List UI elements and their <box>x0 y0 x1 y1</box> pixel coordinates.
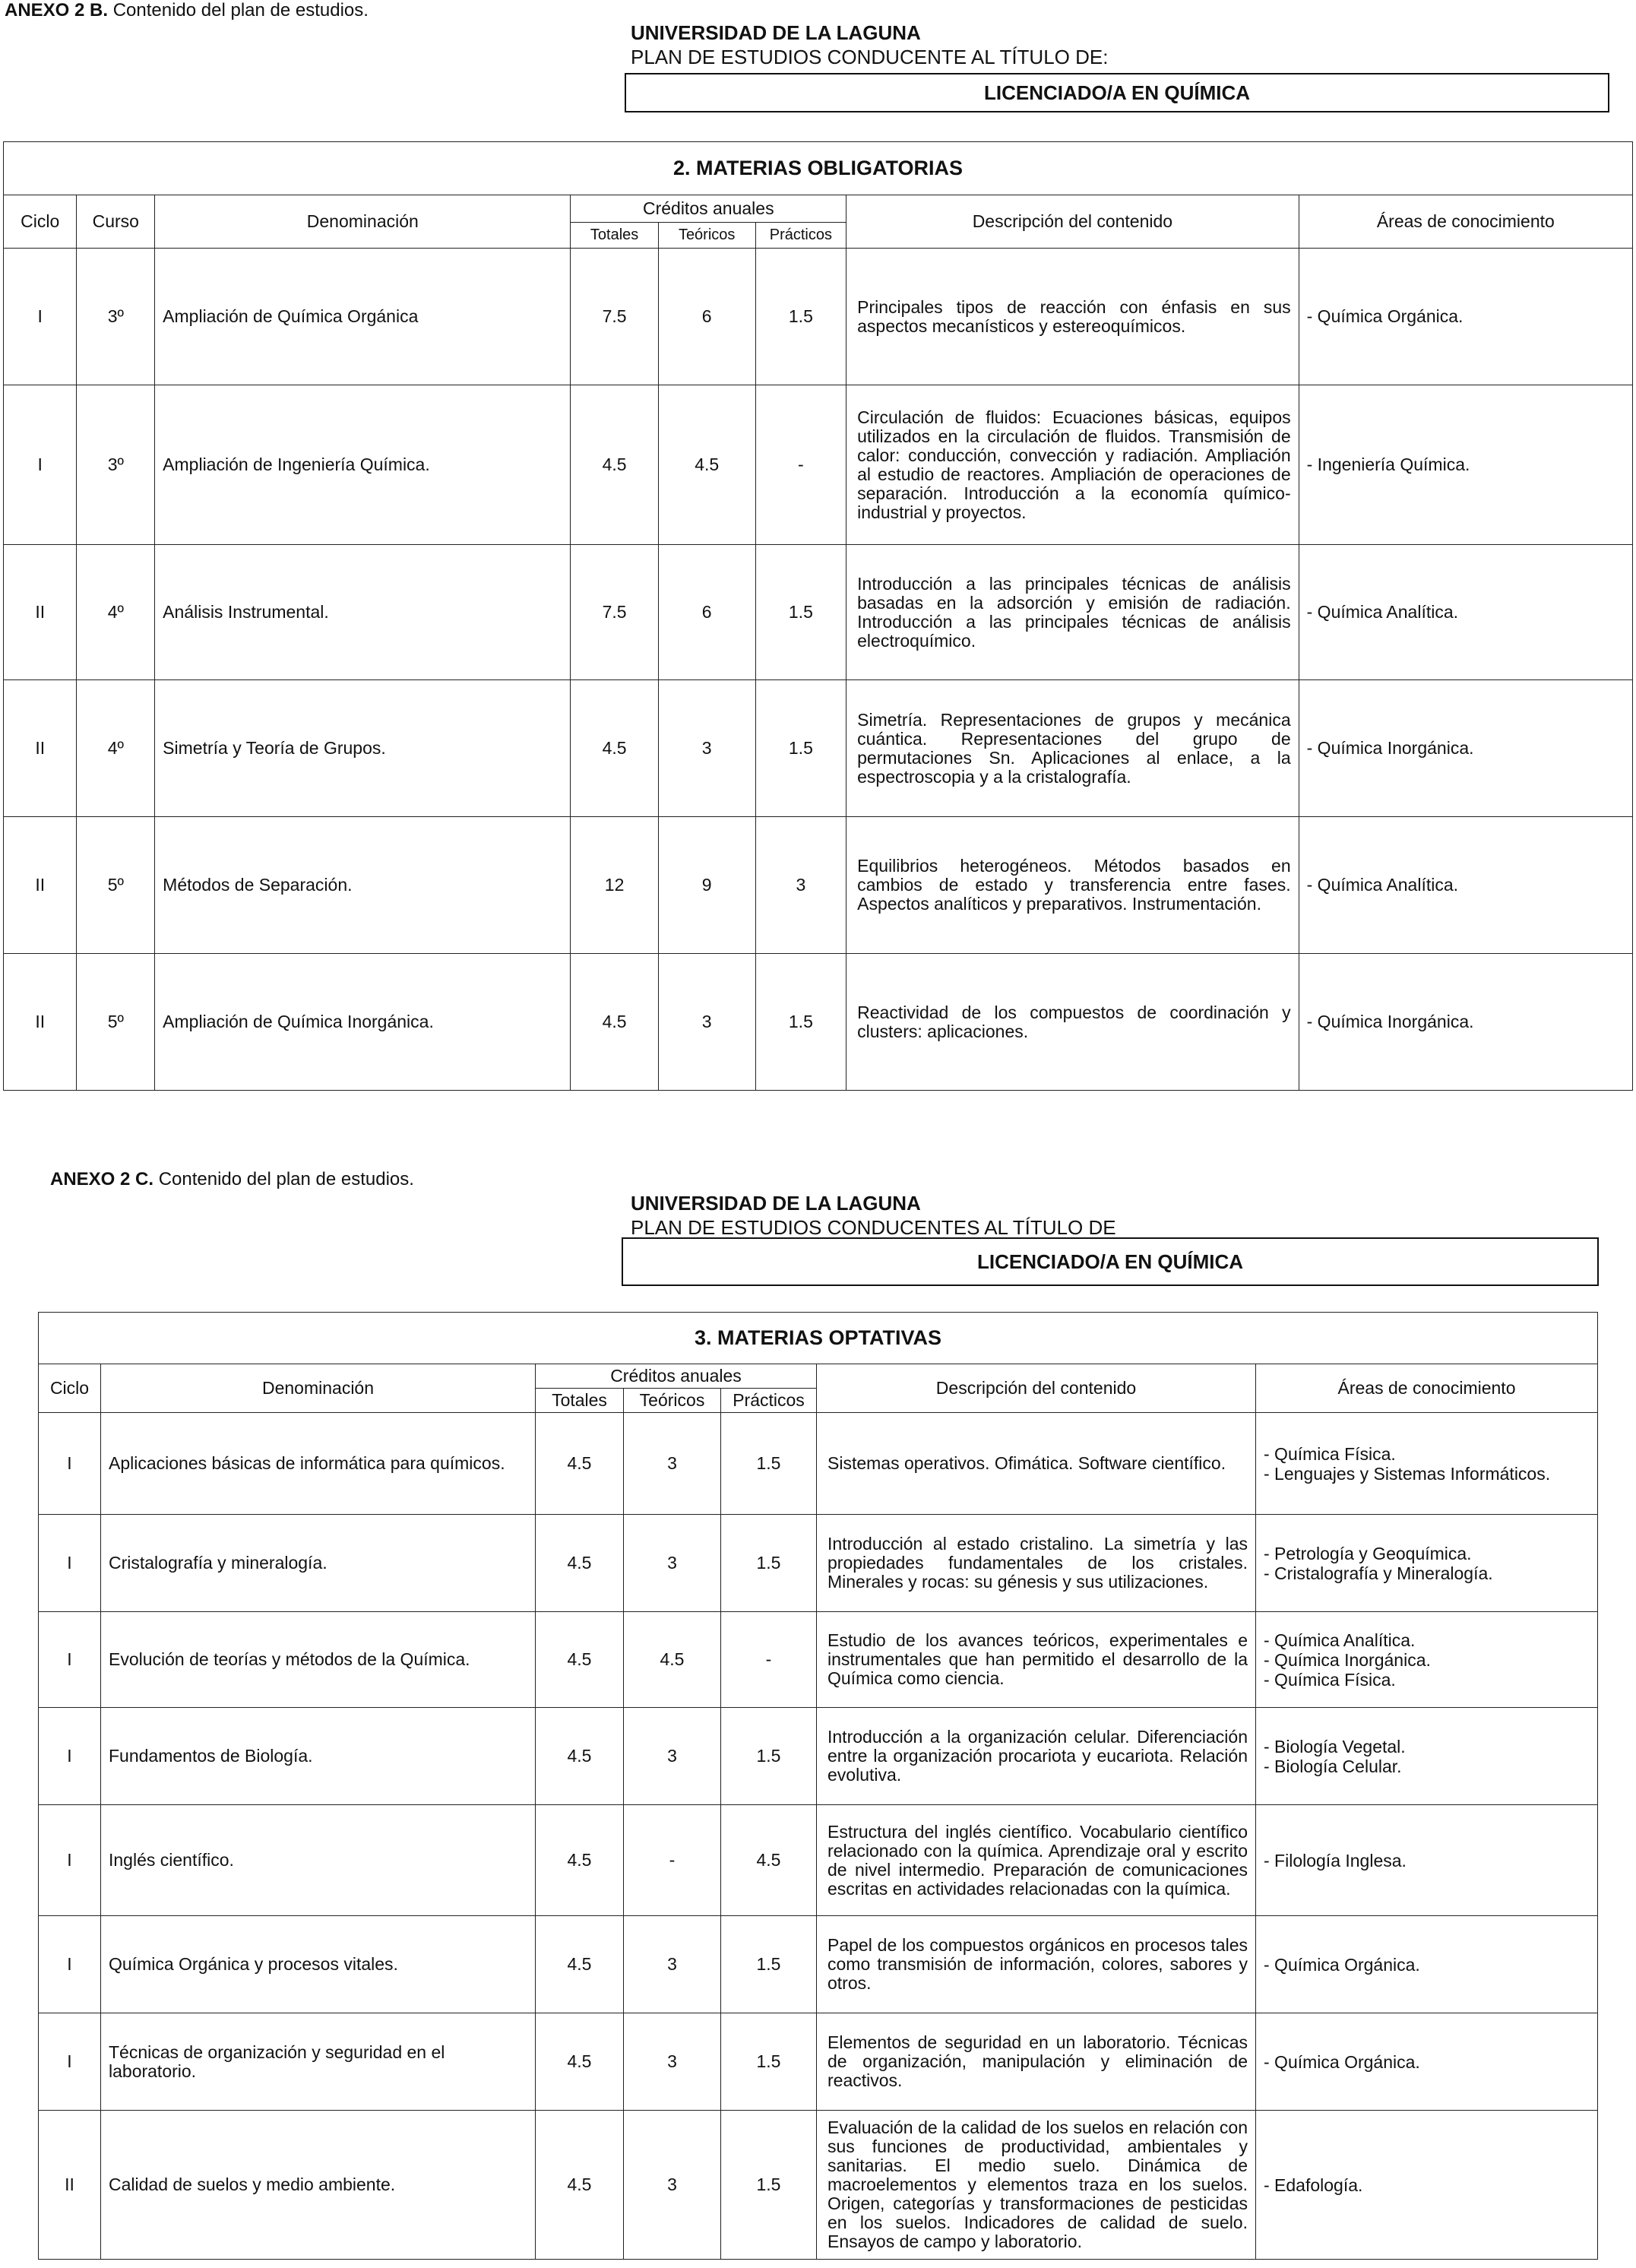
anexo-b-label <box>5 0 369 21</box>
denominacion: Evolución de teorías y métodos de la Química. <box>101 1612 536 1708</box>
descripcion: Equilibrios heterogéneos. Métodos basados en cambios de estado y transferencia entre fases. Aspectos analíticos y preparativos. Instrumentación. <box>846 817 1299 954</box>
denominacion: Ampliación de Química Inorgánica. <box>155 954 571 1091</box>
ciclo: I <box>39 1916 101 2013</box>
totales: 4.5 <box>536 2111 624 2260</box>
denominacion: Fundamentos de Biología. <box>101 1708 536 1805</box>
areas <box>1256 1515 1598 1612</box>
totales: 4.5 <box>536 1515 624 1612</box>
table-row <box>4 817 1633 954</box>
anexo-b-plan: PLAN DE ESTUDIOS CONDUCENTE AL TÍTULO DE: <box>631 46 1109 68</box>
area-item: - Biología Celular. <box>1264 1756 1402 1776</box>
table-row <box>4 545 1633 680</box>
curso: 5º <box>77 954 155 1091</box>
table-row <box>4 385 1633 545</box>
areas <box>1256 1413 1598 1515</box>
totales: 4.5 <box>571 385 658 545</box>
practicos: 1.5 <box>721 1413 817 1515</box>
areas: - Química Inorgánica. <box>1299 954 1632 1091</box>
areas: - Química Orgánica. <box>1299 249 1632 385</box>
descripcion: Evaluación de la calidad de los suelos en relación con sus funciones de productividad, ambientales y sanitarias. El medio suelo. Dinámica de macroelementos y elementos traza en los suelos. Origen, categorías y transformaciones de pesticidas en los suelos. Indicadores de calidad de suelo. Ensayos de campo y laboratorio. <box>817 2111 1256 2260</box>
denominacion: Química Orgánica y procesos vitales. <box>101 1916 536 2013</box>
table-row <box>4 680 1633 817</box>
ciclo: I <box>39 1413 101 1515</box>
col-practicos: Prácticos <box>721 1389 817 1413</box>
area-item: - Petrología y Geoquímica. <box>1264 1543 1472 1563</box>
descripcion: Estructura del inglés científico. Vocabulario científico relacionado con la química. Aprendizaje oral y escrito de nivel intermedio. Preparación de comunicaciones escritas en actividades relacionadas con la química. <box>817 1805 1256 1916</box>
areas <box>1256 1708 1598 1805</box>
anexo-c-university: UNIVERSIDAD DE LA LAGUNA <box>631 1192 921 1215</box>
teoricos: 6 <box>658 545 755 680</box>
teoricos: 3 <box>624 1708 721 1805</box>
col-creditos: Créditos anuales <box>571 195 846 223</box>
ciclo: II <box>4 817 77 954</box>
areas <box>1256 1612 1598 1708</box>
col-ciclo: Ciclo <box>4 195 77 249</box>
curso: 3º <box>77 249 155 385</box>
practicos: 1.5 <box>755 680 846 817</box>
table-row <box>39 2111 1598 2260</box>
table-row <box>39 1916 1598 2013</box>
denominacion: Análisis Instrumental. <box>155 545 571 680</box>
col-totales: Totales <box>571 223 658 249</box>
totales: 4.5 <box>536 1805 624 1916</box>
teoricos: 3 <box>658 954 755 1091</box>
denominacion: Métodos de Separación. <box>155 817 571 954</box>
totales: 4.5 <box>536 1413 624 1515</box>
denominacion: Aplicaciones básicas de informática para químicos. <box>101 1413 536 1515</box>
area-item: - Edafología. <box>1264 2175 1363 2195</box>
teoricos: - <box>624 1805 721 1916</box>
area-item: - Química Inorgánica. <box>1264 1649 1431 1670</box>
col-creditos: Créditos anuales <box>536 1364 817 1389</box>
obligatorias-table <box>3 141 1633 1091</box>
table-row <box>39 2013 1598 2111</box>
teoricos: 3 <box>624 2111 721 2260</box>
practicos: 1.5 <box>755 545 846 680</box>
obligatorias-title: 2. MATERIAS OBLIGATORIAS <box>4 142 1633 195</box>
anexo-b-label-rest: Contenido del plan de estudios. <box>108 0 369 21</box>
practicos: 1.5 <box>755 249 846 385</box>
area-item: - Química Orgánica. <box>1264 2051 1420 2072</box>
ciclo: II <box>4 954 77 1091</box>
col-areas: Áreas de conocimiento <box>1299 195 1632 249</box>
col-areas: Áreas de conocimiento <box>1256 1364 1598 1413</box>
ciclo: I <box>4 385 77 545</box>
totales: 7.5 <box>571 249 658 385</box>
areas <box>1256 1805 1598 1916</box>
practicos: 1.5 <box>721 1916 817 2013</box>
areas <box>1256 1916 1598 2013</box>
descripcion: Circulación de fluidos: Ecuaciones básicas, equipos utilizados en la circulación de fluidos. Transmisión de calor: conducción, convección y radiación. Ampliación al estudio de reactores. Ampliación de operaciones de separación. Introducción a la economía químico-industrial y proyectos. <box>846 385 1299 545</box>
denominacion: Calidad de suelos y medio ambiente. <box>101 2111 536 2260</box>
descripcion: Introducción al estado cristalino. La simetría y las propiedades fundamentales de los cristales. Minerales y rocas: su génesis y sus utilizaciones. <box>817 1515 1256 1612</box>
totales: 12 <box>571 817 658 954</box>
teoricos: 3 <box>624 1515 721 1612</box>
table-row <box>4 249 1633 385</box>
table-row <box>39 1805 1598 1916</box>
ciclo: I <box>39 1612 101 1708</box>
curso: 3º <box>77 385 155 545</box>
anexo-c-plan: PLAN DE ESTUDIOS CONDUCENTES AL TÍTULO DE <box>631 1216 1116 1239</box>
descripcion: Papel de los compuestos orgánicos en procesos tales como transmisión de información, colores, sabores y otros. <box>817 1916 1256 2013</box>
col-descripcion: Descripción del contenido <box>817 1364 1256 1413</box>
anexo-c-degree-box <box>622 1237 1599 1286</box>
denominacion: Cristalografía y mineralogía. <box>101 1515 536 1612</box>
teoricos: 3 <box>658 680 755 817</box>
descripcion: Estudio de los avances teóricos, experimentales e instrumentales que han permitido el desarrollo de la Química como ciencia. <box>817 1612 1256 1708</box>
areas <box>1256 2013 1598 2111</box>
practicos: - <box>755 385 846 545</box>
teoricos: 3 <box>624 2013 721 2111</box>
curso: 4º <box>77 680 155 817</box>
table-row <box>39 1413 1598 1515</box>
ciclo: I <box>39 1708 101 1805</box>
ciclo: I <box>39 2013 101 2111</box>
totales: 4.5 <box>536 1916 624 2013</box>
anexo-c-label-rest: Contenido del plan de estudios. <box>153 1169 414 1189</box>
practicos: 1.5 <box>721 2111 817 2260</box>
practicos: 4.5 <box>721 1805 817 1916</box>
totales: 7.5 <box>571 545 658 680</box>
descripcion: Reactividad de los compuestos de coordinación y clusters: aplicaciones. <box>846 954 1299 1091</box>
descripcion: Simetría. Representaciones de grupos y mecánica cuántica. Representaciones del grupo de permutaciones Sn. Aplicaciones al enlace, a la espectroscopia y a la cristalografía. <box>846 680 1299 817</box>
areas: - Química Analítica. <box>1299 817 1632 954</box>
practicos: 1.5 <box>721 2013 817 2111</box>
descripcion: Introducción a la organización celular. Diferenciación entre la organización procariota y eucariota. Relación evolutiva. <box>817 1708 1256 1805</box>
optativas-table <box>38 1312 1598 2260</box>
areas: - Química Inorgánica. <box>1299 680 1632 817</box>
descripcion: Principales tipos de reacción con énfasis en sus aspectos mecanísticos y estereoquímicos. <box>846 249 1299 385</box>
curso: 4º <box>77 545 155 680</box>
totales: 4.5 <box>571 680 658 817</box>
denominacion: Simetría y Teoría de Grupos. <box>155 680 571 817</box>
area-item: - Filología Inglesa. <box>1264 1850 1407 1870</box>
ciclo: I <box>39 1515 101 1612</box>
practicos: 3 <box>755 817 846 954</box>
ciclo: I <box>4 249 77 385</box>
areas: - Ingeniería Química. <box>1299 385 1632 545</box>
denominacion: Técnicas de organización y seguridad en el laboratorio. <box>101 2013 536 2111</box>
descripcion: Sistemas operativos. Ofimática. Software científico. <box>817 1413 1256 1515</box>
table-row <box>39 1515 1598 1612</box>
col-teoricos: Teóricos <box>658 223 755 249</box>
areas: - Química Analítica. <box>1299 545 1632 680</box>
practicos: 1.5 <box>721 1708 817 1805</box>
area-item: - Lenguajes y Sistemas Informáticos. <box>1264 1463 1551 1484</box>
practicos: - <box>721 1612 817 1708</box>
teoricos: 6 <box>658 249 755 385</box>
anexo-c-degree: LICENCIADO/A EN QUÍMICA <box>976 1250 1244 1273</box>
anexo-c-label <box>50 1169 414 1190</box>
area-item: - Biología Vegetal. <box>1264 1736 1406 1756</box>
totales: 4.5 <box>536 1612 624 1708</box>
denominacion: Ampliación de Química Orgánica <box>155 249 571 385</box>
ciclo: II <box>4 545 77 680</box>
area-item: - Química Analítica. <box>1264 1630 1416 1650</box>
col-denominacion: Denominación <box>101 1364 536 1413</box>
col-ciclo: Ciclo <box>39 1364 101 1413</box>
teoricos: 3 <box>624 1413 721 1515</box>
table-row <box>39 1612 1598 1708</box>
col-denominacion: Denominación <box>155 195 571 249</box>
teoricos: 3 <box>624 1916 721 2013</box>
area-item: - Química Orgánica. <box>1264 1954 1420 1975</box>
col-curso: Curso <box>77 195 155 249</box>
optativas-title: 3. MATERIAS OPTATIVAS <box>39 1313 1598 1364</box>
ciclo: II <box>39 2111 101 2260</box>
practicos: 1.5 <box>721 1515 817 1612</box>
teoricos: 4.5 <box>658 385 755 545</box>
col-totales: Totales <box>536 1389 624 1413</box>
ciclo: II <box>4 680 77 817</box>
denominacion: Inglés científico. <box>101 1805 536 1916</box>
totales: 4.5 <box>536 2013 624 2111</box>
areas <box>1256 2111 1598 2260</box>
teoricos: 9 <box>658 817 755 954</box>
anexo-c-label-bold: ANEXO 2 C. <box>50 1169 154 1189</box>
teoricos: 4.5 <box>624 1612 721 1708</box>
descripcion: Elementos de seguridad en un laboratorio. Técnicas de organización, manipulación y eliminación de reactivos. <box>817 2013 1256 2111</box>
table-row <box>39 1708 1598 1805</box>
anexo-b-degree: LICENCIADO/A EN QUÍMICA <box>983 81 1251 104</box>
col-descripcion: Descripción del contenido <box>846 195 1299 249</box>
practicos: 1.5 <box>755 954 846 1091</box>
descripcion: Introducción a las principales técnicas de análisis basadas en la adsorción y emisión de radiación. Introducción a las principales técnicas de análisis electroquímico. <box>846 545 1299 680</box>
denominacion: Ampliación de Ingeniería Química. <box>155 385 571 545</box>
anexo-b-label-bold: ANEXO 2 B. <box>5 0 109 21</box>
ciclo: I <box>39 1805 101 1916</box>
area-item: - Química Física. <box>1264 1669 1396 1690</box>
col-practicos: Prácticos <box>755 223 846 249</box>
totales: 4.5 <box>536 1708 624 1805</box>
col-teoricos: Teóricos <box>624 1389 721 1413</box>
anexo-b-university: UNIVERSIDAD DE LA LAGUNA <box>631 21 921 44</box>
anexo-b-degree-box <box>625 73 1609 112</box>
area-item: - Química Física. <box>1264 1443 1396 1464</box>
table-row <box>4 954 1633 1091</box>
totales: 4.5 <box>571 954 658 1091</box>
area-item: - Cristalografía y Mineralogía. <box>1264 1563 1493 1583</box>
curso: 5º <box>77 817 155 954</box>
